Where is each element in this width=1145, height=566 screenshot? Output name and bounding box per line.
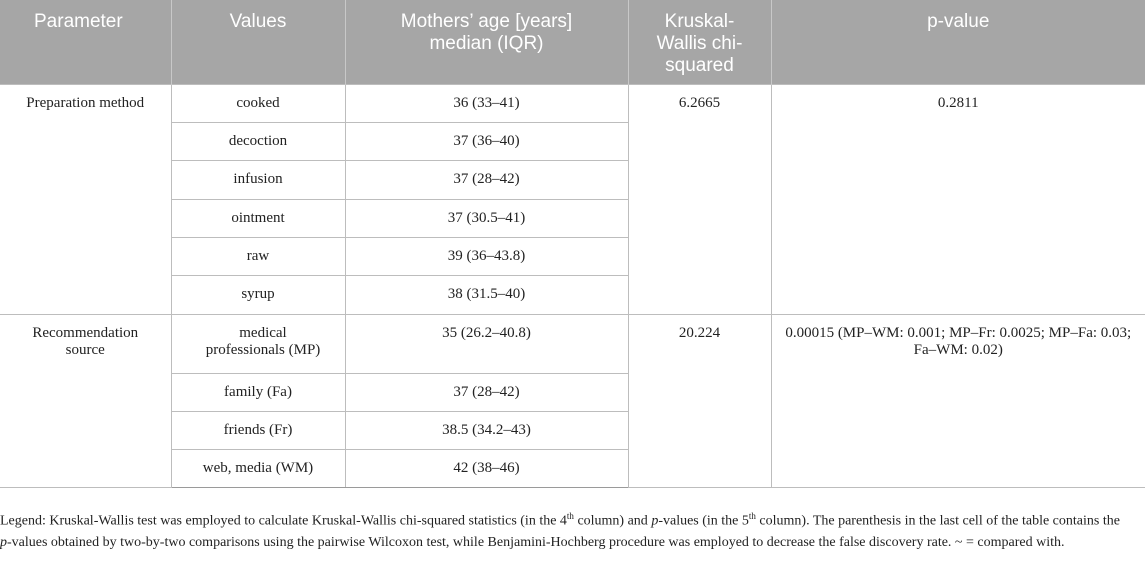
value-cell: cooked [171,84,345,122]
median-cell: 36 (33–41) [345,84,628,122]
chi-squared-cell: 6.2665 [628,84,771,314]
table-legend [0,506,1125,553]
header-values: Values [171,0,345,84]
value-cell: web, media (WM) [171,449,345,487]
legend-text: -values obtained by two-by-two comparisons using the pairwise Wilcoxon test, while Benjamini-Hochberg procedure was employed to decrease the false discovery rate. ~ = compared with. [7,534,1065,550]
header-chi-squared: Kruskal-Wallis chi-squared [628,0,771,84]
table-row [0,84,1145,122]
median-cell: 37 (28–42) [345,161,628,199]
legend-text: column). The parenthesis in the last cell of the table contains the [755,513,1120,529]
value-cell: infusion [171,161,345,199]
chi-squared-cell: 20.224 [628,314,771,487]
header-parameter: Parameter [0,0,171,84]
legend-superscript: th [566,511,574,521]
value-cell: medical professionals (MP) [171,314,345,373]
median-cell: 42 (38–46) [345,449,628,487]
p-value-cell: 0.00015 (MP–WM: 0.001; MP–Fr: 0.0025; MP–Fa: 0.03; Fa–WM: 0.02) [771,314,1145,487]
value-cell: family (Fa) [171,373,345,411]
legend-text: Legend: Kruskal-Wallis test was employed to calculate Kruskal-Wallis chi-squared statistics (in the 4 [0,513,567,529]
legend-superscript: th [748,511,756,521]
median-cell: 37 (36–40) [345,122,628,160]
median-cell: 38 (31.5–40) [345,276,628,314]
median-cell: 39 (36–43.8) [345,238,628,276]
median-cell: 37 (30.5–41) [345,199,628,237]
parameter-cell: Recommendation source [0,314,171,487]
median-cell: 38.5 (34.2–43) [345,411,628,449]
table-row [0,314,1145,373]
header-median: Mothers’ age [years] median (IQR) [345,0,628,84]
value-cell: syrup [171,276,345,314]
value-cell: decoction [171,122,345,160]
header-row [0,0,1145,84]
legend-italic: p [0,534,7,550]
value-cell: raw [171,238,345,276]
parameter-cell: Preparation method [0,84,171,314]
p-value-cell: 0.2811 [771,84,1145,314]
median-cell: 35 (26.2–40.8) [345,314,628,373]
value-cell: friends (Fr) [171,411,345,449]
legend-text: column) and [573,513,652,529]
value-cell: ointment [171,199,345,237]
median-cell: 37 (28–42) [345,373,628,411]
legend-text: -values (in the 5 [658,513,749,529]
header-p-value: p-value [771,0,1145,84]
legend-italic: p [651,513,659,529]
